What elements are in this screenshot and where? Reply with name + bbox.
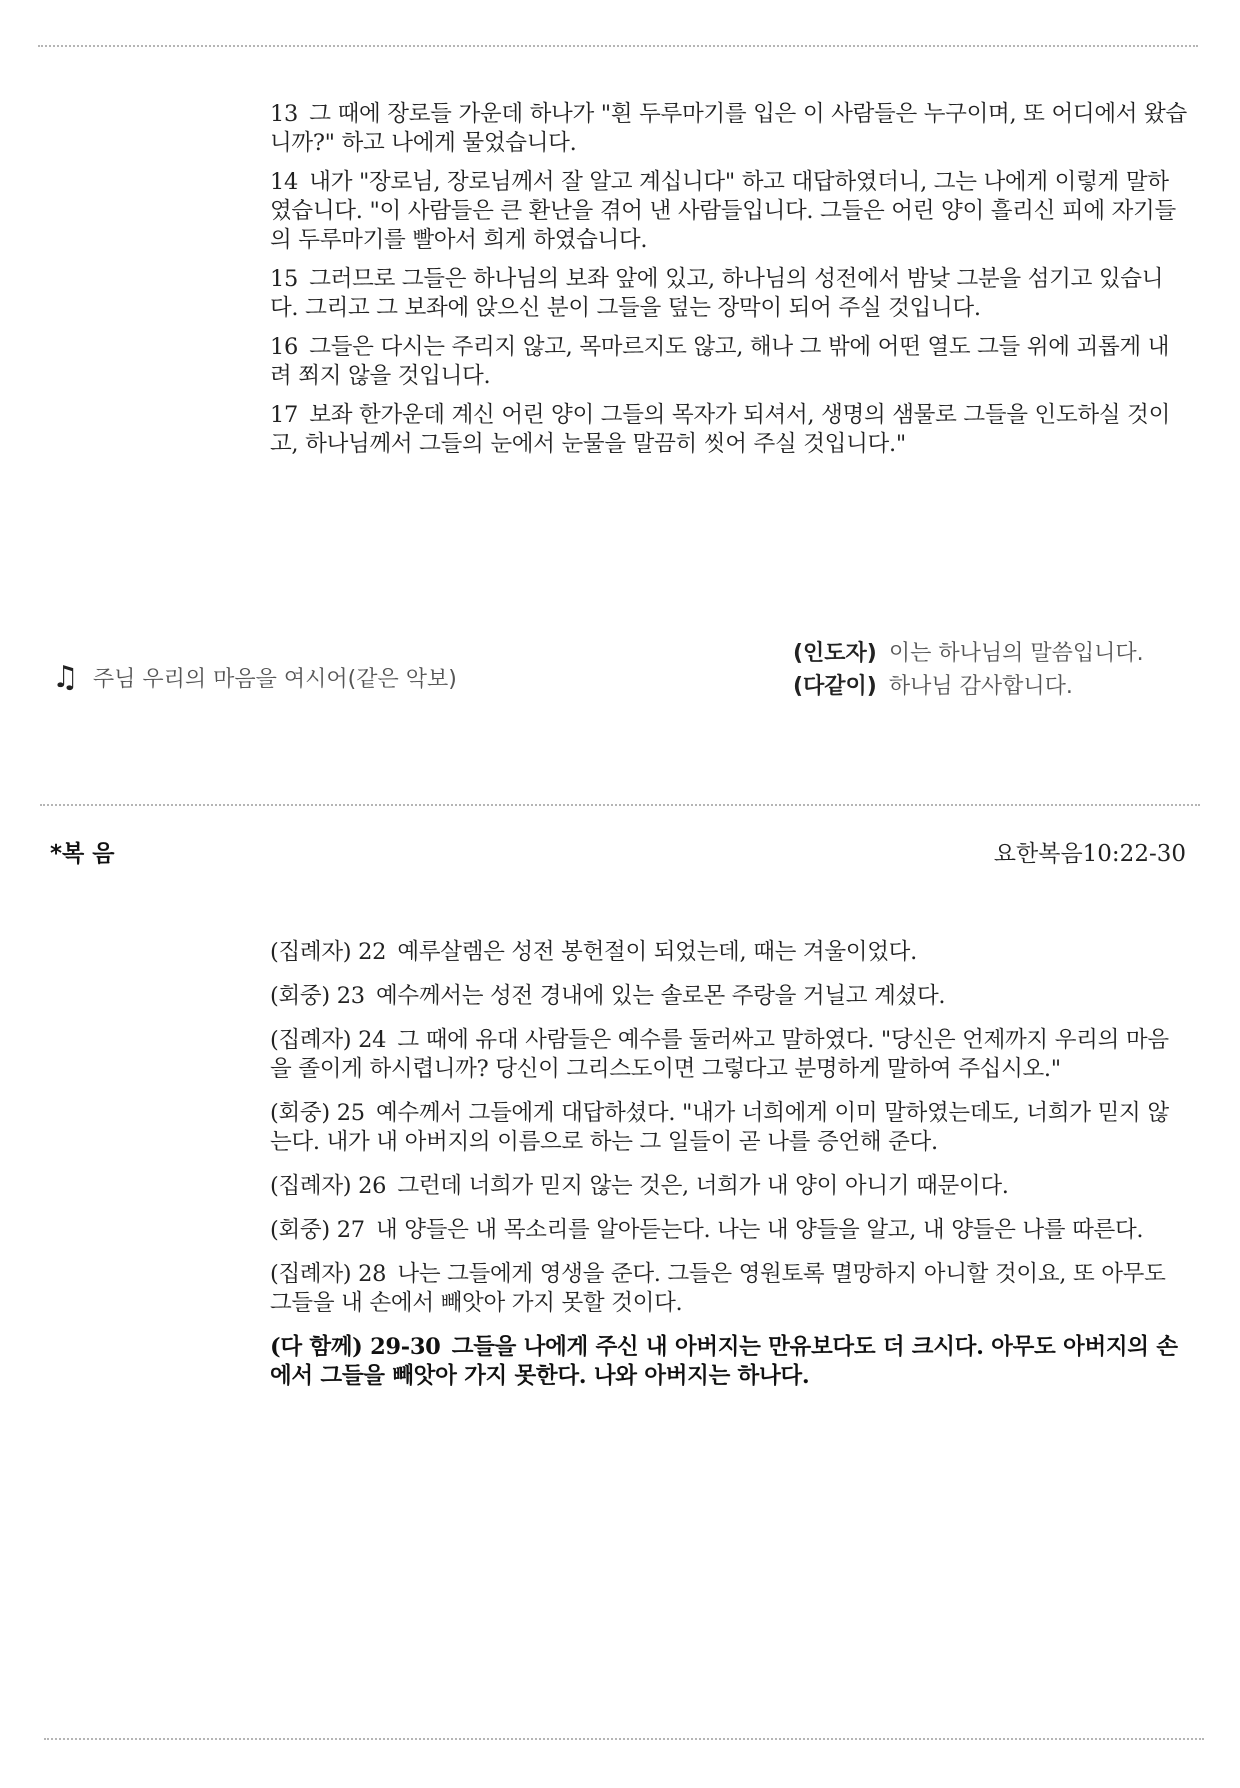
section-dotted-divider <box>40 804 1200 806</box>
verse-number: 27 <box>336 1217 365 1243</box>
response-speaker: (다같이) <box>793 674 877 699</box>
verse-16 <box>270 333 1188 391</box>
gospel-verse-24 <box>270 1026 1188 1084</box>
speaker-label: (회중) <box>270 1100 330 1126</box>
verse-text: 예수께서는 성전 경내에 있는 솔로몬 주랑을 거닐고 계셨다. <box>375 983 946 1009</box>
gospel-verse-26 <box>270 1172 1188 1201</box>
hymn-reference <box>52 659 457 695</box>
verse-text: 예수께서 그들에게 대답하셨다. "내가 너희에게 이미 말하였는데도, 너희가 믿지 않는다. 내가 내 아버지의 이름으로 하는 그 일들이 곧 나를 증언해 준다. <box>270 1100 1169 1155</box>
verse-text: 그런데 너희가 믿지 않는 것은, 너희가 내 양이 아니기 때문이다. <box>397 1173 1009 1199</box>
gospel-verse-22 <box>270 938 1188 967</box>
verse-number: 14 <box>270 169 299 195</box>
gospel-verse-25 <box>270 1099 1188 1157</box>
verse-text: 예루살렘은 성전 봉헌절이 되었는데, 때는 겨울이었다. <box>397 939 917 965</box>
verse-number: 16 <box>270 334 299 360</box>
verse-number: 25 <box>336 1100 365 1126</box>
verse-text: 그 때에 장로들 가운데 하나가 "흰 두루마기를 입은 이 사람들은 누구이며, 또 어디에서 왔습니까?" 하고 나에게 물었습니다. <box>270 101 1187 156</box>
speaker-label: (집례자) <box>270 1027 352 1053</box>
verse-14 <box>270 168 1188 255</box>
gospel-reference: 요한복음10:22-30 <box>993 841 1186 867</box>
gospel-verse-23 <box>270 982 1188 1011</box>
gospel-verse-27 <box>270 1216 1188 1245</box>
verse-text: 나는 그들에게 영생을 준다. 그들은 영원토록 멸망하지 아니할 것이요, 또 아무도 그들을 내 손에서 빼앗아 가지 못할 것이다. <box>270 1261 1166 1316</box>
verse-number: 13 <box>270 101 299 127</box>
music-note-icon: ♫ <box>52 659 79 695</box>
verse-number: 15 <box>270 266 299 292</box>
response-line-leader <box>793 637 1144 670</box>
verse-text: 그러므로 그들은 하나님의 보좌 앞에 있고, 하나님의 성전에서 밤낮 그분을 섬기고 있습니다. 그리고 그 보좌에 앉으신 분이 그들을 덮는 장막이 되어 주실 것입니다. <box>270 266 1164 321</box>
response-text: 하나님 감사합니다. <box>888 674 1073 699</box>
verse-text: 그들은 다시는 주리지 않고, 목마르지도 않고, 해나 그 밖에 어떤 열도 그들 위에 괴롭게 내려 쬐지 않을 것입니다. <box>270 334 1170 389</box>
verse-number: 26 <box>358 1173 387 1199</box>
response-speaker: (인도자) <box>793 641 877 666</box>
verse-text: 그들을 나에게 주신 내 아버지는 만유보다도 더 크시다. 아무도 아버지의 손에서 그들을 빼앗아 가지 못한다. 나와 아버지는 하나다. <box>270 1334 1178 1389</box>
hymn-title: 주님 우리의 마음을 여시어(같은 악보) <box>92 667 457 692</box>
speaker-label: (다 함께) <box>270 1334 363 1360</box>
verse-15 <box>270 265 1188 323</box>
verse-text: 내 양들은 내 목소리를 알아듣는다. 나는 내 양들을 알고, 내 양들은 나를 따른다. <box>375 1217 1144 1243</box>
verse-text: 내가 "장로님, 장로님께서 잘 알고 계십니다" 하고 대답하였더니, 그는 나에게 이렇게 말하였습니다. "이 사람들은 큰 환난을 겪어 낸 사람들입니다. 그들은 어린 양이 흘리신 피에 자기들의 두루마기를 빨아서 희게 하였습니다. <box>270 169 1176 253</box>
verse-number: 24 <box>358 1027 387 1053</box>
scripture-reading <box>270 100 1188 469</box>
top-dotted-divider <box>38 45 1198 47</box>
speaker-label: (집례자) <box>270 1261 352 1287</box>
gospel-verse-29-30 <box>270 1333 1188 1391</box>
gospel-verse-28 <box>270 1260 1188 1318</box>
verse-text: 보좌 한가운데 계신 어린 양이 그들의 목자가 되셔서, 생명의 샘물로 그들을 인도하실 것이고, 하나님께서 그들의 눈에서 눈물을 말끔히 씻어 주실 것입니다." <box>270 402 1171 457</box>
verse-number: 29-30 <box>370 1334 441 1360</box>
bottom-dotted-divider <box>44 1738 1204 1740</box>
verse-13 <box>270 100 1188 158</box>
speaker-label: (회중) <box>270 1217 330 1243</box>
verse-number: 23 <box>336 983 365 1009</box>
verse-number: 17 <box>270 402 299 428</box>
speaker-label: (집례자) <box>270 1173 352 1199</box>
speaker-label: (회중) <box>270 983 330 1009</box>
response-text: 이는 하나님의 말씀입니다. <box>888 641 1144 666</box>
verse-text: 그 때에 유대 사람들은 예수를 둘러싸고 말하였다. "당신은 언제까지 우리의 마음을 졸이게 하시렵니까? 당신이 그리스도이면 그렇다고 분명하게 말하여 주십시오." <box>270 1027 1169 1082</box>
gospel-section-title: *복 음 <box>50 841 115 867</box>
verse-number: 28 <box>358 1261 387 1287</box>
speaker-label: (집례자) <box>270 939 352 965</box>
responsive-reading <box>793 637 1144 703</box>
verse-number: 22 <box>358 939 387 965</box>
response-line-all <box>793 670 1144 703</box>
verse-17 <box>270 401 1188 459</box>
gospel-reading <box>270 938 1188 1406</box>
